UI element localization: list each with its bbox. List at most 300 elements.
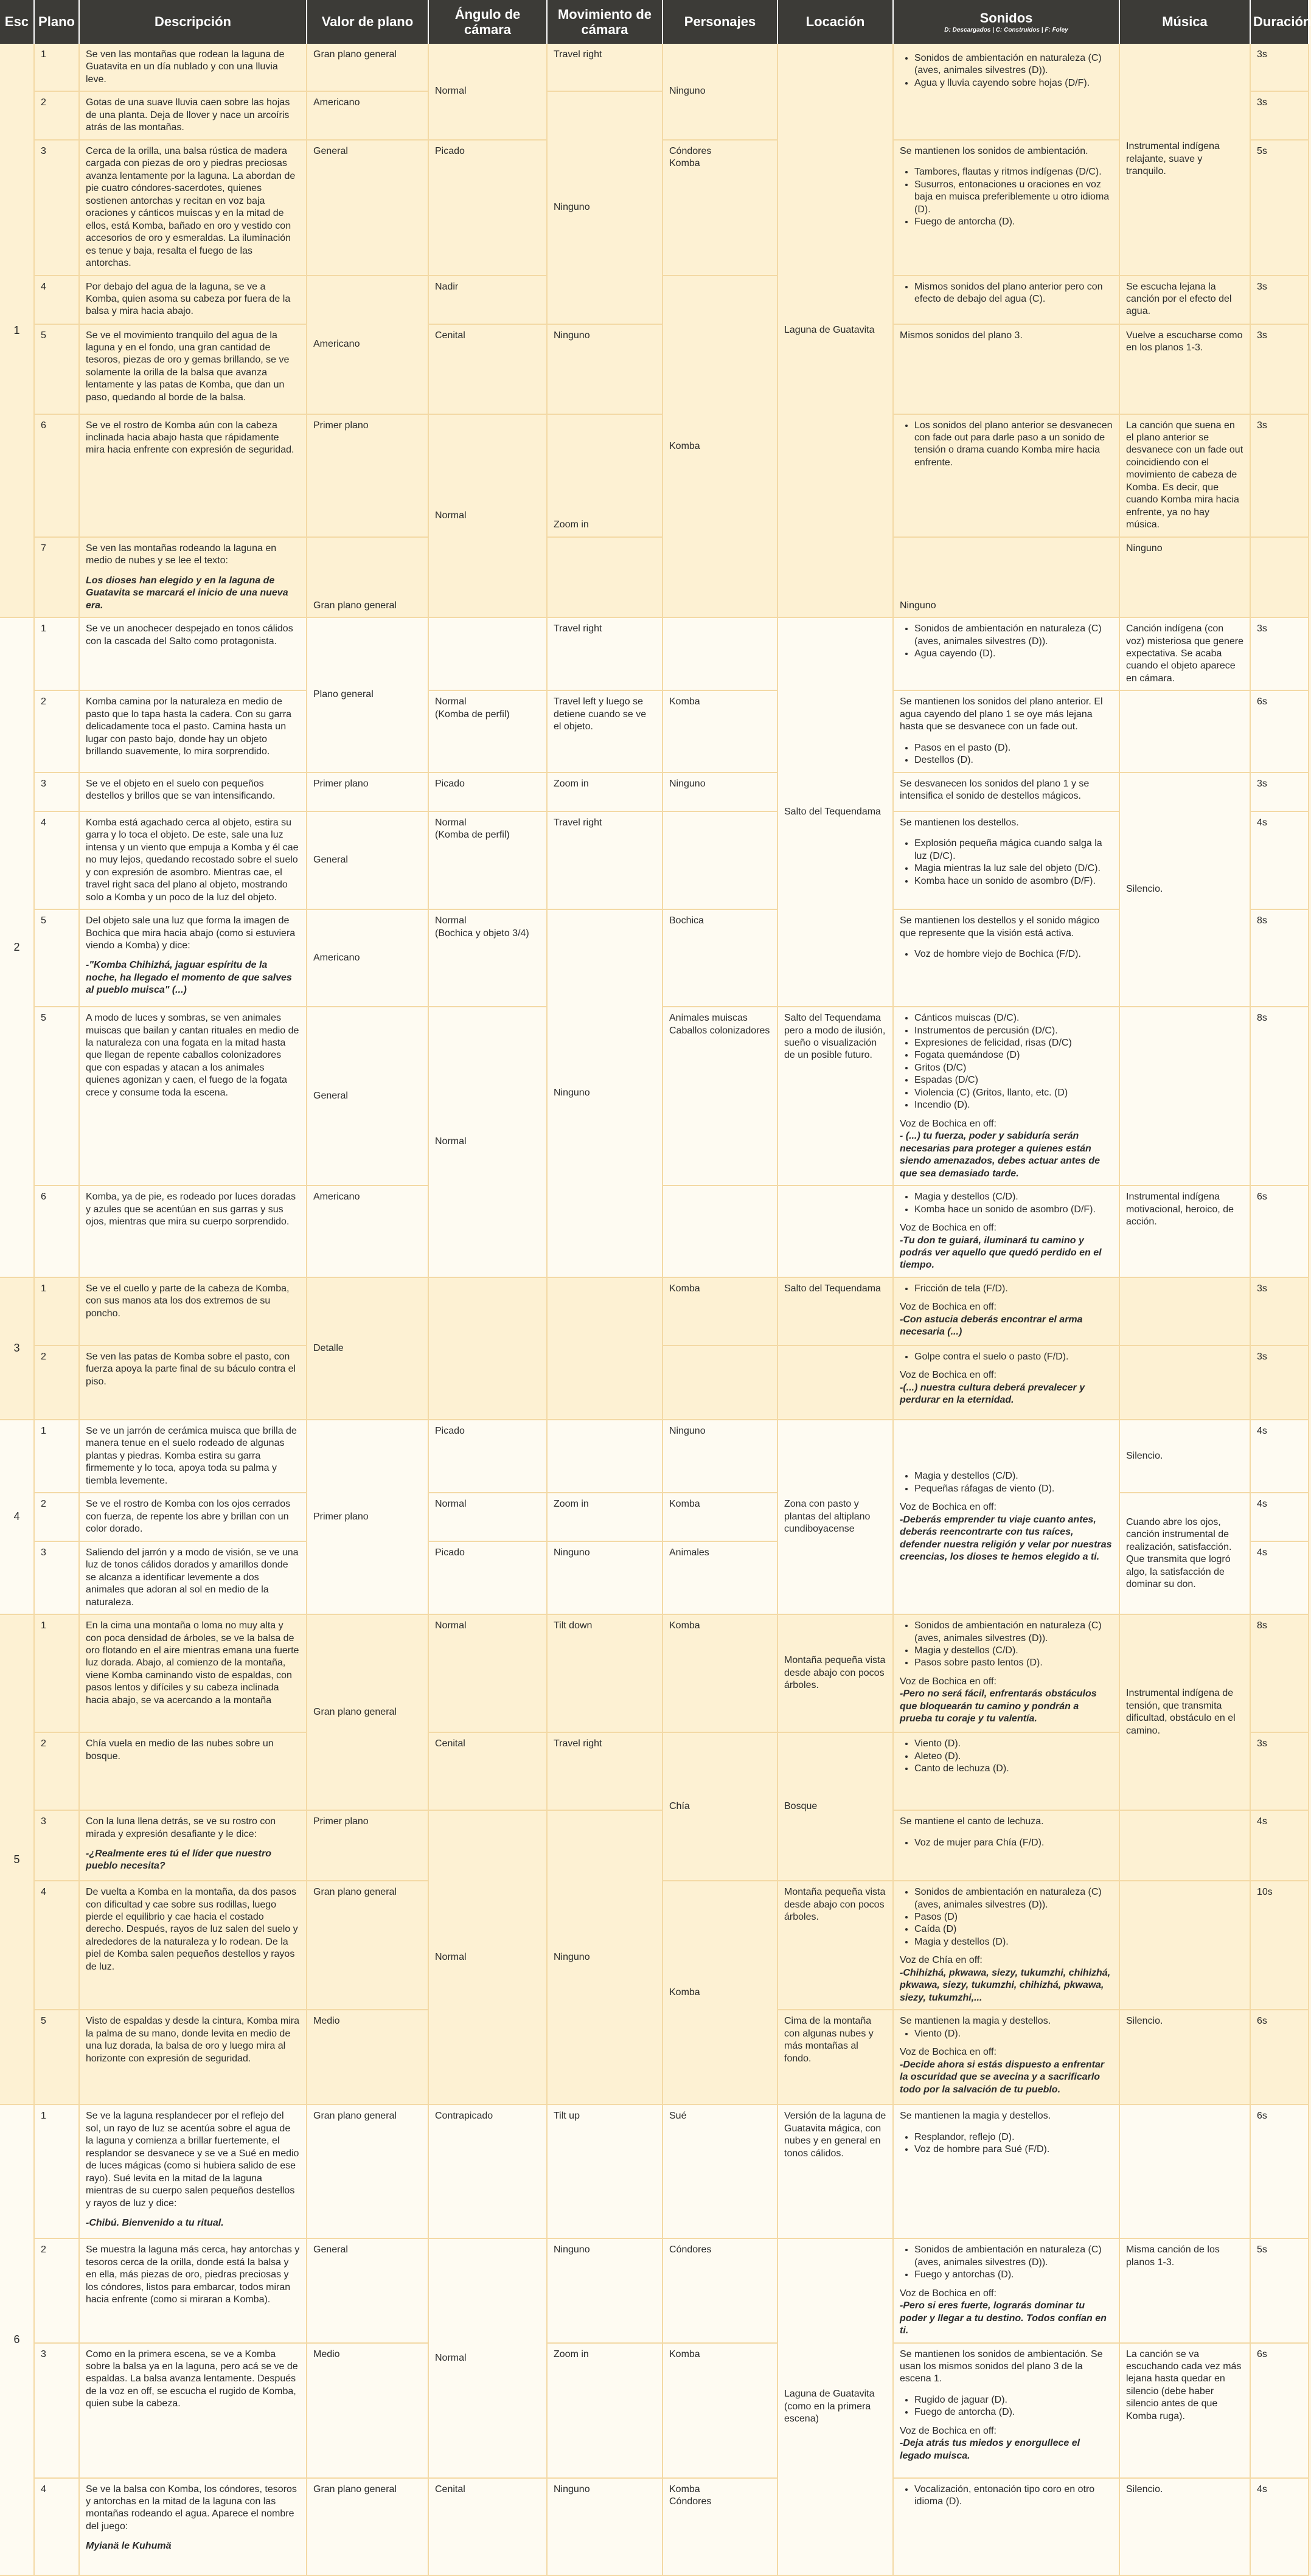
table-row <box>0 1732 1309 1810</box>
sound-list <box>900 838 1113 887</box>
sonidos <box>893 1614 1119 1732</box>
valor-plano: Gran plano general <box>307 1881 428 2010</box>
sound-list <box>900 1351 1113 1363</box>
angulo: Normal (Komba de perfil) <box>428 811 547 909</box>
sound-list <box>900 2484 1113 2508</box>
sound-item: • Viento (D). <box>914 2028 1113 2040</box>
sound-list <box>900 1886 1113 1948</box>
sound-item: • Expresiones de felicidad, risas (D/C) <box>914 1037 1113 1049</box>
voice-over-label: Voz de Bochica en off: <box>900 1223 996 1234</box>
sonidos <box>893 1277 1119 1345</box>
sound-list <box>900 742 1113 767</box>
movimiento <box>547 1277 662 1420</box>
voice-over-text: -Deberás emprender tu viaje cuanto antes, deberás reencontrarte con tus raíces, defender nuestra religión y velar por nuestras creencias, los dioses te hemos elegido a ti. <box>900 1514 1112 1563</box>
movimiento: Ninguno <box>547 324 662 414</box>
musica: Misma canción de los planos 1-3. <box>1119 2238 1250 2342</box>
valor-plano: Gran plano general <box>307 1614 428 1810</box>
plano-number: 2 <box>34 1732 79 1810</box>
game-title: Myianä le Kuhumä <box>86 2541 172 2552</box>
description: Se muestra la laguna más cerca, hay antorchas y tesoros cerca de la orilla, donde está la balsa y en ella, más piezas de oro, piedras preciosas y los cóndores, listos para embarcar, todos miran hacia enfrente (como si miraran a Komba). <box>79 2238 307 2342</box>
sonidos <box>893 1186 1119 1277</box>
duracion: 6s <box>1250 2343 1309 2478</box>
duracion: 6s <box>1250 690 1309 772</box>
sound-item: • Pasos en el pasto (D). <box>914 742 1113 754</box>
duracion: 8s <box>1250 1614 1309 1732</box>
sound-item: • Los sonidos del plano anterior se desvanecen con fade out para darle paso a un sonido de tensión o drama cuando Komba mire hacia enfrente. <box>914 420 1113 470</box>
valor-plano: Primer plano <box>307 414 428 537</box>
sonidos <box>893 1345 1119 1420</box>
plano-number: 2 <box>34 1493 79 1541</box>
sound-list <box>900 166 1113 228</box>
voice-over-label: Voz de Bochica en off: <box>900 2047 996 2058</box>
musica <box>1250 537 1309 617</box>
valor-plano: Americano <box>307 909 428 1007</box>
table-row <box>0 909 1309 1007</box>
sonidos <box>893 2343 1119 2478</box>
header-row <box>0 0 1309 44</box>
angulo: Picado <box>428 140 547 276</box>
voice-over-label: Voz de Bochica en off: <box>900 1502 996 1513</box>
duracion: 3s <box>1250 414 1309 537</box>
musica <box>1119 1881 1250 2010</box>
valor-plano: Americano <box>307 91 428 139</box>
description: Saliendo del jarrón y a modo de visión, se ve una luz de tonos cálidos dorados y amarillos donde se alcanza a identificar levemente a dos animales que adoran al sol en medio de la naturaleza. <box>79 1541 307 1614</box>
movimiento: Ninguno <box>547 2478 662 2575</box>
locacion: Laguna de Guatavita <box>777 44 893 617</box>
voice-over-label: Voz de Bochica en off: <box>900 1118 996 1129</box>
table-row <box>0 2238 1309 2342</box>
duracion: 3s <box>1250 276 1309 324</box>
description: Se ve el objeto en el suelo con pequeños destellos y brillos que se van intensificando. <box>79 772 307 811</box>
angulo: Normal <box>428 414 547 618</box>
personajes: Bochica <box>662 909 777 1007</box>
personajes: Komba <box>662 1614 777 1732</box>
plano-number: 1 <box>34 1277 79 1345</box>
description: Visto de espaldas y desde la cintura, Komba mira la palma de su mano, donde levita en medio de una luz dorada, la balsa de oro y luego mira al horizonte con expresión de seguridad. <box>79 2010 307 2105</box>
personajes <box>662 811 777 909</box>
plano-number: 2 <box>34 1345 79 1420</box>
plano-number: 1 <box>34 44 79 91</box>
header-angulo: Ángulo de cámara <box>428 0 547 44</box>
locacion: Salto del Tequendama pero a modo de ilusión, sueño o visualización de un posible futuro. <box>777 1007 893 1186</box>
plano-number: 6 <box>34 414 79 537</box>
table-row <box>0 1810 1309 1881</box>
movimiento: Travel right <box>547 811 662 909</box>
plano-number: 2 <box>34 690 79 772</box>
valor-plano: Americano <box>307 1186 428 1277</box>
sonidos <box>893 1810 1119 1881</box>
plano-number: 3 <box>34 2343 79 2478</box>
table-row <box>0 44 1309 91</box>
sonidos <box>893 909 1119 1007</box>
valor-plano: Detalle <box>307 1277 428 1420</box>
movimiento: Ninguno <box>547 91 662 324</box>
musica: Silencio. <box>1119 2010 1250 2105</box>
description: Se ven las montañas que rodean la laguna de Guatavita en un día nublado y con una lluvia leve. <box>79 44 307 91</box>
description-text: Con la luna llena detrás, se ve su rostro con mirada y expresión desafiante y le dice: <box>86 1816 276 1839</box>
personajes: Cóndores Komba <box>662 140 777 276</box>
header-musica: Música <box>1119 0 1250 44</box>
duracion: 4s <box>1250 1420 1309 1493</box>
sonidos: Mismos sonidos del plano 3. <box>893 324 1119 414</box>
sound-item: • Magia y destellos (C/D). <box>914 1191 1113 1203</box>
voice-over-label: Voz de Bochica en off: <box>900 2288 996 2299</box>
description-text: Se ven las montañas rodeando la laguna en medio de nubes y se lee el texto: <box>86 543 277 566</box>
valor-plano: Gran plano general <box>307 537 428 617</box>
description: Komba, ya de pie, es rodeado por luces doradas y azules que se acentúan en sus garras y sus ojos, mientras que mira su cuerpo sorprendido. <box>79 1186 307 1277</box>
header-personajes: Personajes <box>662 0 777 44</box>
header-locacion: Locación <box>777 0 893 44</box>
sound-list <box>900 1738 1113 1775</box>
voice-over-text: -Con astucia deberás encontrar el arma necesaria (...) <box>900 1314 1083 1338</box>
description <box>79 2478 307 2575</box>
duracion: 6s <box>1250 2105 1309 2238</box>
musica <box>1119 2105 1250 2238</box>
locacion: Bosque <box>777 1732 893 1881</box>
angulo: Cenital <box>428 2478 547 2575</box>
sonidos <box>893 1007 1119 1186</box>
sound-item: • Komba hace un sonido de asombro (D/F). <box>914 875 1113 887</box>
duracion: 3s <box>1250 617 1309 690</box>
personajes: Komba <box>662 276 777 618</box>
description-text: Del objeto sale una luz que forma la imagen de Bochica que mira hacia abajo (como si estuviera viendo a Komba) y dice: <box>86 915 296 951</box>
voice-over-label: Voz de Chía en off: <box>900 1955 982 1966</box>
voice-over-text: -Chihizhá, pkwawa, siezy, tukumzhi, chihizhá, pkwawa, siezy, tukumzhi, chihizhá, pkwawa, siezy, tukumzhi,... <box>900 1967 1111 2003</box>
musica: La canción se va escuchando cada vez más lejana hasta quedar en silencio (debe haber silencio antes de que Komba ruga). <box>1119 2343 1250 2478</box>
duracion: 8s <box>1250 1007 1309 1186</box>
plano-number: 5 <box>34 2010 79 2105</box>
musica: Silencio. <box>1119 2478 1250 2575</box>
duracion: 3s <box>1250 772 1309 811</box>
sonidos <box>893 2010 1119 2105</box>
sound-item: • Fogata quemándose (D) <box>914 1049 1113 1061</box>
scene-number: 6 <box>0 2105 34 2575</box>
musica <box>1119 1810 1250 1881</box>
description: Se ve un jarrón de cerámica muisca que brilla de manera tenue en el suelo rodeado de algunas plantas y piedras. Komba estira su garra firmemente y lo toca, apoya toda su palma y tiembla levemente. <box>79 1420 307 1493</box>
header-sonidos-label: Sonidos <box>979 10 1033 26</box>
sound-item: • Canto de lechuza (D). <box>914 1763 1113 1775</box>
sonidos <box>893 690 1119 772</box>
plano-number: 4 <box>34 1881 79 2010</box>
table-row <box>0 1277 1309 1345</box>
table-row <box>0 2343 1309 2478</box>
personajes <box>662 1345 777 1420</box>
sound-item: • Fuego de antorcha (D). <box>914 216 1113 228</box>
valor-plano: General <box>307 2238 428 2342</box>
description: De vuelta a Komba en la montaña, da dos pasos con dificultad y cae sobre sus rodillas, luego pierde el equilibrio y cae hacia el costado derecho. Después, rayos de luz salen del suelo y alrededores de la naturaleza y lo rodean. De la piel de Komba salen pequeños destellos y rayos de luz. <box>79 1881 307 2010</box>
sound-intro: Se mantienen los destellos. <box>900 817 1019 828</box>
musica: Cuando abre los ojos, canción instrumental de realización, satisfacción. Que transmita que logró algo, la satisfacción de dominar su don. <box>1119 1493 1250 1614</box>
sound-item: • Magia y destellos (C/D). <box>914 1645 1113 1657</box>
valor-plano: General <box>307 1007 428 1186</box>
description: Por debajo del agua de la laguna, se ve a Komba, quien asoma su cabeza por fuera de la balsa y mira hacia abajo. <box>79 276 307 324</box>
description <box>79 1810 307 1881</box>
angulo <box>428 617 547 690</box>
sound-list <box>900 52 1113 89</box>
duracion: 3s <box>1250 1345 1309 1420</box>
table-row <box>0 537 1309 617</box>
sound-list <box>900 1191 1113 1216</box>
table-row <box>0 617 1309 690</box>
description: Cerca de la orilla, una balsa rústica de madera cargada con piezas de oro y piedras preciosas avanza lentamente por la laguna. La abordan de pie cuatro cóndores-sacerdotes, quienes sostienen antorchas y recitan en voz baja oraciones y cánticos muiscas y en la mitad de ellos, está Komba, bañado en oro y vestido con accesorios de oro y esmeraldas. La iluminación es tenue y baja, resalta el fuego de las antorchas. <box>79 140 307 276</box>
angulo: Normal <box>428 1810 547 2105</box>
musica <box>1119 1007 1250 1186</box>
duracion: 4s <box>1250 811 1309 909</box>
description: Chía vuela en medio de las nubes sobre un bosque. <box>79 1732 307 1810</box>
plano-number: 3 <box>34 1541 79 1614</box>
angulo: Normal <box>428 44 547 140</box>
description: Se ve un anochecer despejado en tonos cálidos con la cascada del Salto como protagonista. <box>79 617 307 690</box>
table-row <box>0 324 1309 414</box>
sound-item: • Instrumentos de percusión (D/C). <box>914 1025 1113 1037</box>
valor-plano: Gran plano general <box>307 2105 428 2238</box>
locacion <box>777 1186 893 1277</box>
voice-over-text: -Tu don te guiará, iluminará tu camino y podrás ver aquello que quedó perdido en el tiempo. <box>900 1235 1102 1271</box>
voice-over-label: Voz de Bochica en off: <box>900 1302 996 1313</box>
sonidos <box>893 140 1119 276</box>
duracion: 10s <box>1250 1881 1309 2010</box>
sound-list <box>900 420 1113 470</box>
personajes: Animales <box>662 1541 777 1614</box>
sound-item: • Espadas (D/C) <box>914 1074 1113 1086</box>
locacion: Salto del Tequendama <box>777 617 893 1007</box>
sound-item: • Golpe contra el suelo o pasto (F/D). <box>914 1351 1113 1363</box>
musica: Instrumental indígena motivacional, heroico, de acción. <box>1119 1186 1250 1277</box>
movimiento: Ninguno <box>547 1541 662 1614</box>
plano-number: 5 <box>34 909 79 1007</box>
plano-number: 6 <box>34 1186 79 1277</box>
duracion: 6s <box>1250 1186 1309 1277</box>
sound-list <box>900 1837 1113 1849</box>
locacion <box>777 1345 893 1420</box>
sound-legend: D: Descargados | C: Construidos | F: Foley <box>944 26 1068 33</box>
sound-item: • Violencia (C) (Gritos, llanto, etc. (D) <box>914 1087 1113 1099</box>
musica: Silencio. <box>1119 772 1250 1007</box>
plano-number: 7 <box>34 537 79 617</box>
valor-plano: General <box>307 140 428 276</box>
sound-item: • Pasos sobre pasto lentos (D). <box>914 1657 1113 1669</box>
header-valor: Valor de plano <box>307 0 428 44</box>
plano-number: 5 <box>34 324 79 414</box>
personajes: Animales muiscas Caballos colonizadores <box>662 1007 777 1186</box>
movimiento: Zoom in <box>547 414 662 537</box>
sound-item: • Sonidos de ambientación en naturaleza (C) (aves, animales silvestres (D)). <box>914 52 1113 77</box>
voice-over-text: -Decide ahora si estás dispuesto a enfrentar la oscuridad que se avecina y a sacrificarlo todo por la salvación de tu pueblo. <box>900 2059 1105 2095</box>
sound-list <box>900 948 1113 960</box>
sound-item: • Fuego de antorcha (D). <box>914 2406 1113 2418</box>
sound-item: • Cánticos muiscas (D/C). <box>914 1012 1113 1024</box>
duracion: 3s <box>1250 91 1309 139</box>
locacion: Montaña pequeña vista desde abajo con pocos árboles. <box>777 1881 893 2010</box>
musica: Canción indígena (con voz) misteriosa que genere expectativa. Se acaba cuando el objeto aparece en cámara. <box>1119 617 1250 690</box>
table-row <box>0 1614 1309 1732</box>
sound-intro: Se mantienen los sonidos de ambientación. Se usan los mismos sonidos del plano 3 de la escena 1. <box>900 2349 1103 2384</box>
locacion: Versión de la laguna de Guatavita mágica, con nubes y en general en tonos cálidos. <box>777 2105 893 2238</box>
personajes <box>662 1186 777 1277</box>
table-row <box>0 2105 1309 2238</box>
description: Se ve el rostro de Komba aún con la cabeza inclinada hacia abajo hasta que rápidamente mira hacia enfrente con expresión de seguridad. <box>79 414 307 537</box>
voice-over-text: -Pero no será fácil, enfrentarás obstáculos que bloquearán tu camino y pondrán a prueba tu coraje y tu valentía. <box>900 1689 1097 1724</box>
angulo: Picado <box>428 1420 547 1493</box>
sound-intro: Se mantienen la magia y destellos. <box>900 2016 1051 2027</box>
dialogue: -¿Realmente eres tú el líder que nuestro pueblo necesita? <box>86 1848 271 1872</box>
angulo: Cenital <box>428 1732 547 1810</box>
personajes <box>662 617 777 690</box>
movimiento: Ninguno <box>547 2238 662 2342</box>
header-duracion: Duración <box>1250 0 1309 44</box>
sonidos: Se desvanecen los sonidos del plano 1 y se intensifica el sonido de destellos mágicos. <box>893 772 1119 811</box>
personajes: Sué <box>662 2105 777 2238</box>
angulo: Normal <box>428 1007 547 1277</box>
sound-item: • Sonidos de ambientación en naturaleza (C) (aves, animales silvestres (D)). <box>914 623 1113 648</box>
movimiento: Ninguno <box>547 909 662 1277</box>
movimiento <box>547 537 662 617</box>
sound-item: • Rugido de jaguar (D). <box>914 2394 1113 2406</box>
description: Como en la primera escena, se ve a Komba sobre la balsa ya en la laguna, pero acá se ve de espaldas. La balsa avanza lentamente. Después de la voz en off, se escucha el rugido de Komba, quien sube la cabeza. <box>79 2343 307 2478</box>
valor-plano: Medio <box>307 2343 428 2478</box>
duracion: 8s <box>1250 909 1309 1007</box>
sound-list <box>900 1283 1113 1295</box>
description: Se ve el rostro de Komba con los ojos cerrados con fuerza, de repente los abre y brillan con un color dorado. <box>79 1493 307 1541</box>
on-screen-text: Los dioses han elegido y en la laguna de Guatavita se marcará el inicio de una nueva era. <box>86 575 288 611</box>
angulo: Picado <box>428 1541 547 1614</box>
sound-item: • Resplandor, reflejo (D). <box>914 2131 1113 2144</box>
header-sonidos <box>893 0 1119 44</box>
valor-plano: Primer plano <box>307 1420 428 1614</box>
sound-item: • Susurros, entonaciones u oraciones en voz baja en muisca preferiblemente u otro idioma (D). <box>914 179 1113 216</box>
sound-item: • Magia y destellos (D). <box>914 1936 1113 1948</box>
sonidos <box>893 44 1119 140</box>
sound-intro: Se mantienen los sonidos de ambientación. <box>900 145 1088 156</box>
sound-item: • Fuego y antorchas (D). <box>914 2269 1113 2281</box>
scene-number: 1 <box>0 44 34 617</box>
header-plano: Plano <box>34 0 79 44</box>
voice-over-text: -(...) nuestra cultura deberá prevalecer y perdurar en la eternidad. <box>900 1382 1085 1406</box>
sound-item: • Voz de mujer para Chía (F/D). <box>914 1837 1113 1849</box>
duracion: 3s <box>1250 44 1309 91</box>
sound-item: • Fricción de tela (F/D). <box>914 1283 1113 1295</box>
sonidos <box>893 2238 1119 2342</box>
valor-plano: Plano general <box>307 617 428 772</box>
duracion: 3s <box>1250 1277 1309 1345</box>
personajes: Komba <box>662 2343 777 2478</box>
angulo: Normal (Bochica y objeto 3/4) <box>428 909 547 1007</box>
description <box>79 537 307 617</box>
musica <box>1119 1345 1250 1420</box>
duracion: 4s <box>1250 2478 1309 2575</box>
sound-intro: Se mantiene el canto de lechuza. <box>900 1816 1044 1827</box>
movimiento: Travel right <box>547 44 662 91</box>
sound-list <box>900 281 1113 306</box>
sound-list <box>900 2131 1113 2156</box>
sound-item: • Incendio (D). <box>914 1099 1113 1111</box>
sound-item: • Komba hace un sonido de asombro (D/F). <box>914 1204 1113 1216</box>
valor-plano: Primer plano <box>307 1810 428 1881</box>
valor-plano: Gran plano general <box>307 44 428 91</box>
movimiento <box>547 1420 662 1493</box>
description: Se ven las patas de Komba sobre el pasto, con fuerza apoya la parte final de su báculo contra el piso. <box>79 1345 307 1420</box>
sonidos <box>893 617 1119 690</box>
plano-number: 4 <box>34 811 79 909</box>
locacion: Zona con pasto y plantas del altiplano cundiboyacense <box>777 1420 893 1614</box>
angulo: Picado <box>428 772 547 811</box>
musica: Se escucha lejana la canción por el efecto del agua. <box>1119 276 1250 324</box>
table-row <box>0 1420 1309 1493</box>
angulo: Normal <box>428 1614 547 1732</box>
voice-over-label: Voz de Bochica en off: <box>900 2425 996 2436</box>
sound-item: • Voz de hombre viejo de Bochica (F/D). <box>914 948 1113 960</box>
table-row <box>0 811 1309 909</box>
personajes: Ninguno <box>893 537 1119 617</box>
angulo: Contrapicado <box>428 2105 547 2238</box>
voice-over-text: -Pero si eres fuerte, lograrás dominar tu poder y llegar a tu destino. Todos confían en ti. <box>900 2300 1107 2336</box>
personajes: Komba <box>662 1493 777 1541</box>
description: Komba está agachado cerca al objeto, estira su garra y lo toca el objeto. De este, sale una luz intensa y un viento que empuja a Komba y él cae no muy lejos, quedando recostado sobre el suelo y con expresión de asombro. Mientras cae, el travel right saca del plano al objeto, mostrando solo a Komba y un poco de la luz del objeto. <box>79 811 307 909</box>
plano-number: 1 <box>34 1420 79 1493</box>
valor-plano: Gran plano general <box>307 2478 428 2575</box>
sound-list <box>900 1470 1113 1495</box>
musica: La canción que suena en el plano anterior se desvanece con un fade out coincidiendo con el movimiento de cabeza de Komba. Es decir, que cuando Komba mira hacia enfrente, ya no hay música. <box>1119 414 1250 537</box>
plano-number: 3 <box>34 1810 79 1881</box>
description: Se ve el movimiento tranquilo del agua de la laguna y en el fondo, una gran cantidad de tesoros, piezas de oro y gemas brillando, se ve solamente la orilla de la balsa que avanza lentamente y las patas de Komba, que dan un paso, quedando al borde de la balsa. <box>79 324 307 414</box>
angulo <box>428 1277 547 1420</box>
personajes: Chía <box>662 1732 777 1881</box>
movimiento: Tilt up <box>547 2105 662 2238</box>
sound-list <box>900 2028 1113 2040</box>
locacion: Cima de la montaña con algunas nubes y más montañas al fondo. <box>777 2010 893 2105</box>
sonidos <box>893 414 1119 537</box>
sound-item: • Agua cayendo (D). <box>914 648 1113 660</box>
sound-intro: Se mantienen los sonidos del plano anterior. El agua cayendo del plano 1 se oye más lejana hasta que se desvanece con un fade out. <box>900 696 1103 732</box>
angulo: Normal <box>428 2238 547 2477</box>
personajes: Cóndores <box>662 2238 777 2342</box>
voice-over-text: - (...) tu fuerza, poder y sabiduría serán necesarias para proteger a quienes están siendo amenazados, debes actuar antes de que sea demasiado tarde. <box>900 1131 1101 1179</box>
musica: Instrumental indígena de tensión, que transmita dificultad, obstáculo en el camino. <box>1119 1614 1250 1810</box>
description: Gotas de una suave lluvia caen sobre las hojas de una planta. Deja de llover y nace un arcoíris atrás de las montañas. <box>79 91 307 139</box>
sound-item: • Sonidos de ambientación en naturaleza (C) (aves, animales silvestres (D)). <box>914 1886 1113 1911</box>
plano-number: 3 <box>34 772 79 811</box>
sound-list <box>900 2394 1113 2419</box>
sound-item: • Mismos sonidos del plano anterior pero con efecto de debajo del agua (C). <box>914 281 1113 306</box>
locacion: Salto del Tequendama <box>777 1277 893 1345</box>
musica: Silencio. <box>1119 1420 1250 1493</box>
table-row <box>0 690 1309 772</box>
sound-item: • Tambores, flautas y ritmos indígenas (D/C). <box>914 166 1113 178</box>
personajes: Komba <box>662 1881 777 2105</box>
sonidos <box>893 2478 1119 2575</box>
dialogue: -"Komba Chihizhá, jaguar espíritu de la noche, ha llegado el momento de que salves al pueblo muisca" (...) <box>86 960 292 996</box>
sonidos <box>893 1420 1119 1614</box>
angulo: Normal <box>428 1493 547 1541</box>
personajes: Ninguno <box>662 1420 777 1493</box>
sonidos <box>893 2105 1119 2238</box>
header-descripcion: Descripción <box>79 0 307 44</box>
sonidos: Ninguno <box>1119 537 1250 617</box>
musica: Vuelve a escucharse como en los planos 1-3. <box>1119 324 1250 414</box>
sonidos <box>893 811 1119 909</box>
description <box>79 2105 307 2238</box>
personajes: Komba <box>662 690 777 772</box>
movimiento: Tilt down <box>547 1614 662 1732</box>
plano-number: 4 <box>34 276 79 324</box>
sound-list <box>900 2244 1113 2281</box>
sound-item: • Gritos (D/C) <box>914 1062 1113 1074</box>
plano-number: 2 <box>34 2238 79 2342</box>
plano-number: 1 <box>34 617 79 690</box>
description: A modo de luces y sombras, se ven animales muiscas que bailan y cantan rituales en medio de la naturaleza con una fogata en la mitad hasta que llegan de repente caballos colonizadores que con espadas y atacan a los animales quienes agonizan y caen, el fuego de la fogata crece y consume toda la escena. <box>79 1007 307 1186</box>
musica: Instrumental indígena relajante, suave y tranquilo. <box>1119 44 1250 276</box>
movimiento: Ninguno <box>547 1810 662 2105</box>
